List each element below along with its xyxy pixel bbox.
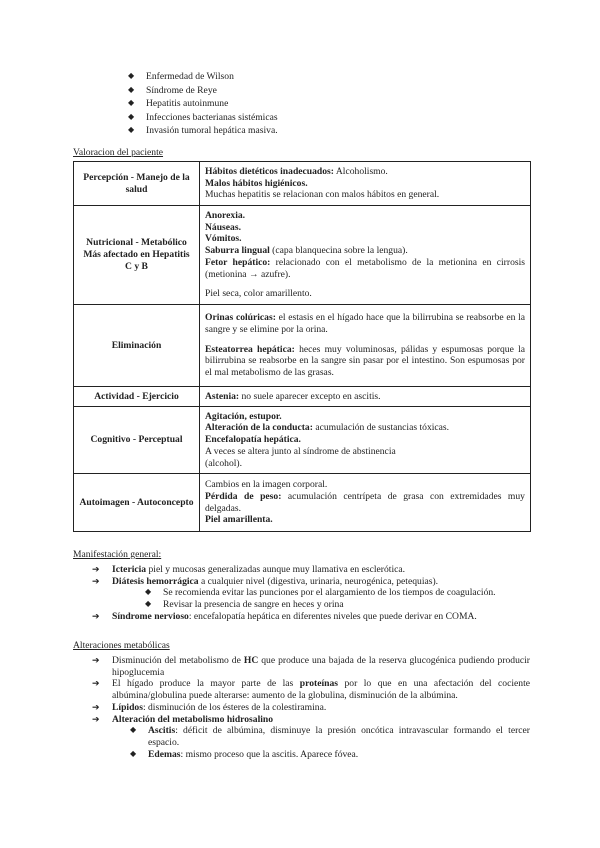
list-item: ➔ Ictericia piel y mucosas generalizadas aunque muy llamativa en esclerótica. [92, 564, 530, 576]
table-row [74, 407, 531, 474]
row-label: Nutricional - Metabólico Más afectado en Hepatitis C y B [74, 206, 200, 305]
list-item: ➔ Diátesis hemorrágica a cualquier nivel (digestiva, urinaria, neurogénica, petequias). ◆ Se recomienda evitar las punciones por el alargamiento de los tiempos de coagulación. ◆ Revisar la presencia de sangre en heces y orina [92, 576, 530, 611]
table-row [74, 206, 531, 305]
list-item: ➔ Disminución del metabolismo de HC que produce una bajada de la reserva glucogénica pudiendo producir hipoglucemia [92, 655, 530, 678]
valoracion-table [73, 161, 531, 532]
sub-item: ◆ Revisar la presencia de sangre en heces y orina [145, 599, 530, 611]
alteraciones-list [92, 655, 530, 760]
row-content: Cambios en la imagen corporal. Pérdida de peso: acumulación centrípeta de grasa con extremidades muy delgadas. Piel amarillenta. [200, 474, 531, 532]
list-item: ➔ El hígado produce la mayor parte de las proteínas por lo que en una afectación del cociente albúmina/globulina puede alterarse: aumento de la globulina, disminución de la albúmina. [92, 678, 530, 701]
manifestacion-list [92, 564, 530, 623]
valoracion-heading: Valoracion del paciente [73, 147, 164, 158]
row-label: Actividad - Ejercicio [74, 387, 200, 407]
row-content: Agitación, estupor. Alteración de la conducta: acumulación de sustancias tóxicas. Encefalopatía hepática. A veces se altera junto al síndrome de abstinencia (alcohol). [200, 407, 531, 474]
sub-item: ◆ Edemas: mismo proceso que la ascitis. Aparece fóvea. [130, 749, 530, 761]
list-item: ➔ Lípidos: disminución de los ésteres de la colestiramina. [92, 702, 530, 714]
list-item: ◆ Infecciones bacterianas sistémicas [128, 112, 278, 126]
table-row [74, 387, 531, 407]
row-content: Anorexia. Náuseas. Vómitos. Saburra lingual (capa blanquecina sobre la lengua). Fetor hepático: relacionado con el metabolismo de la metionina en cirrosis (metionina → azufre). Piel seca, color amarillento. [200, 206, 531, 305]
row-label: Eliminación [74, 305, 200, 387]
list-item: ◆ Invasión tumoral hepática masiva. [128, 125, 278, 139]
row-content: Orinas colúricas: el estasis en el hígado hace que la bilirrubina se reabsorbe en la sangre y se elimine por la orina. Esteatorrea hepática: heces muy voluminosas, pálidas y espumosas porque la bilirrubina se reabsorbe en la sangre sin pasar por el intestino. Son espumosas por el mal metabolismo de las grasas. [200, 305, 531, 387]
list-item: ➔ Alteración del metabolismo hidrosalino ◆ Ascitis: déficit de albúmina, disminuye la presión oncótica intravascular formando el tercer espacio. ◆ Edemas: mismo proceso que la ascitis. Aparece fóvea. [92, 714, 530, 761]
row-content: Astenia: no suele aparecer excepto en ascitis. [200, 387, 531, 407]
row-content: Hábitos dietéticos inadecuados: Alcoholismo. Malos hábitos higiénicos. Muchas hepatitis se relacionan con malos hábitos en general. [200, 162, 531, 206]
alteraciones-heading: Alteraciones metabólicas [73, 640, 170, 651]
list-item: ➔ Síndrome nervioso: encefalopatía hepática en diferentes niveles que puede derivar en COMA. [92, 611, 530, 623]
row-label: Cognitivo - Perceptual [74, 407, 200, 474]
list-item: ◆ Enfermedad de Wilson [128, 71, 278, 85]
table-row [74, 474, 531, 532]
list-item: ◆ Síndrome de Reye [128, 85, 278, 99]
list-item: ◆ Hepatitis autoinmune [128, 98, 278, 112]
manifestacion-heading: Manifestación general: [73, 549, 162, 560]
sub-item: ◆ Se recomienda evitar las punciones por el alargamiento de los tiempos de coagulación. [145, 587, 530, 599]
sub-item: ◆ Ascitis: déficit de albúmina, disminuye la presión oncótica intravascular formando el tercer espacio. [130, 725, 530, 748]
causes-list [128, 71, 278, 139]
table-row [74, 162, 531, 206]
table-row [74, 305, 531, 387]
row-label: Percepción - Manejo de la salud [74, 162, 200, 206]
row-label: Autoimagen - Autoconcepto [74, 474, 200, 532]
